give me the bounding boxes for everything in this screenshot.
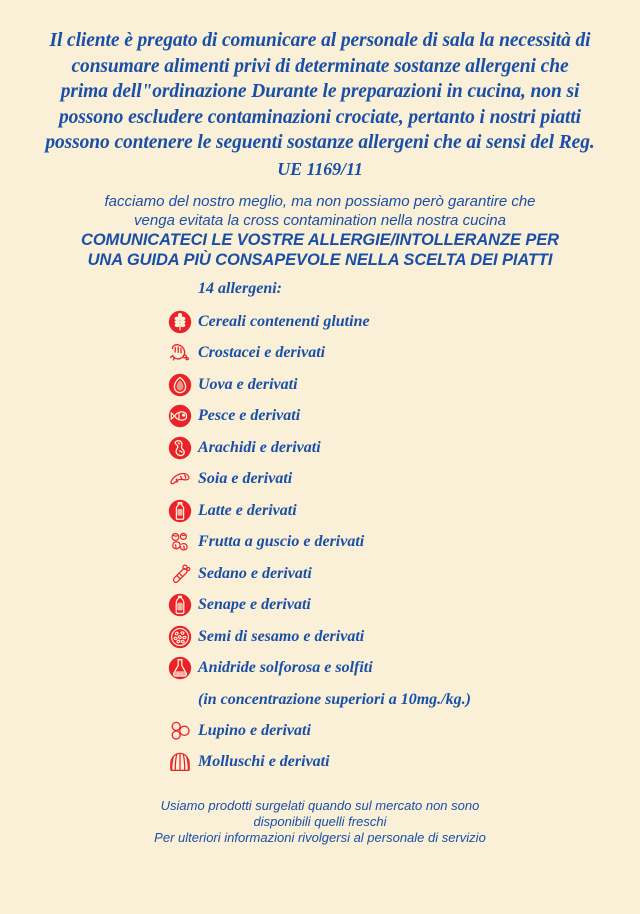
allergen-row: [168, 590, 588, 622]
allergen-list: [168, 279, 588, 778]
footer-line: Per ulteriori informazioni rivolgersi al personale di servizio: [154, 830, 486, 845]
allergen-label: Molluschi e derivati: [198, 753, 330, 771]
allergen-label: Latte e derivati: [198, 501, 297, 519]
allergen-row: [168, 495, 588, 527]
allergen-label: Arachidi e derivati: [198, 438, 321, 456]
allergen-label: Anidride solforosa e solfiti: [198, 659, 373, 677]
allergen-row: [168, 715, 588, 747]
allergen-concentration-note: (in concentrazione superiori a 10mg./kg.): [198, 690, 471, 708]
footer-notice: [120, 798, 520, 846]
allergen-label: Cereali contenenti glutine: [198, 312, 370, 330]
regulation-reference: UE 1169/11: [277, 158, 363, 179]
allergen-row: [168, 432, 588, 464]
footer-line: Usiamo prodotti surgelati quando sul mercato non sono: [160, 798, 480, 813]
header-notice: [34, 28, 606, 182]
allergen-row: [168, 401, 588, 433]
allergen-label: Lupino e derivati: [198, 721, 311, 739]
shrimp-icon: [168, 341, 192, 365]
header-line: Il cliente è pregato di comunicare al personale di sala la necessità di: [49, 30, 591, 51]
soy-icon: [168, 467, 192, 491]
allergen-label: Senape e derivati: [198, 596, 311, 614]
allergen-row: [168, 338, 588, 370]
allergen-label: Soia e derivati: [198, 470, 293, 488]
subheader-emphasis-line: COMUNICATECI LE VOSTRE ALLERGIE/INTOLLERANZE PER: [81, 231, 559, 249]
subheader-line: facciamo del nostro meglio, ma non possiamo però garantire che: [104, 193, 536, 210]
allergen-label: Semi di sesamo e derivati: [198, 627, 365, 645]
allergen-row: [168, 653, 588, 685]
fish-icon: [168, 404, 192, 428]
sesame-icon: [168, 625, 192, 649]
header-line: possono contenere le seguenti sostanze allergeni che ai sensi del Reg.: [45, 132, 595, 153]
mollusc-shell-icon: [168, 750, 192, 774]
allergen-concentration-note-row: [168, 684, 588, 715]
lupin-icon: [168, 719, 192, 743]
peanut-icon: [168, 436, 192, 460]
allergen-list-title: 14 allergeni:: [198, 280, 282, 297]
allergen-row: [168, 621, 588, 653]
allergen-row: [168, 306, 588, 338]
wheat-icon: [168, 310, 192, 334]
header-line: possono escludere contaminazioni crociate, pertanto i nostri piatti: [58, 106, 581, 128]
allergen-row: [168, 464, 588, 496]
allergen-label: Frutta a guscio e derivati: [198, 533, 365, 551]
subheader-emphasis-line: UNA GUIDA PIÙ CONSAPEVOLE NELLA SCELTA DEI PIATTI: [87, 251, 553, 269]
allergen-label: Pesce e derivati: [198, 407, 301, 425]
allergen-row: [168, 747, 588, 779]
subheader-notice: [60, 193, 580, 270]
subheader-line: venga evitata la cross contamination nella nostra cucina: [134, 211, 506, 229]
allergen-row: [168, 369, 588, 401]
celery-icon: [168, 562, 192, 586]
mustard-icon: [168, 593, 192, 617]
allergen-label: Sedano e derivati: [198, 564, 312, 582]
milk-bottle-icon: [168, 499, 192, 523]
header-line: prima dell"ordinazione Durante le preparazioni in cucina, non si: [60, 81, 580, 102]
allergen-row: [168, 558, 588, 590]
allergen-label: Crostacei e derivati: [198, 344, 326, 362]
allergen-row: [168, 527, 588, 559]
footer-line: disponibili quelli freschi: [253, 814, 387, 829]
allergen-rows-container: [168, 306, 588, 778]
header-line: consumare alimenti privi di determinate sostanze allergeni che: [71, 55, 569, 77]
sulphite-flask-icon: [168, 656, 192, 680]
egg-icon: [168, 373, 192, 397]
nuts-icon: [168, 530, 192, 554]
allergen-label: Uova e derivati: [198, 375, 298, 393]
